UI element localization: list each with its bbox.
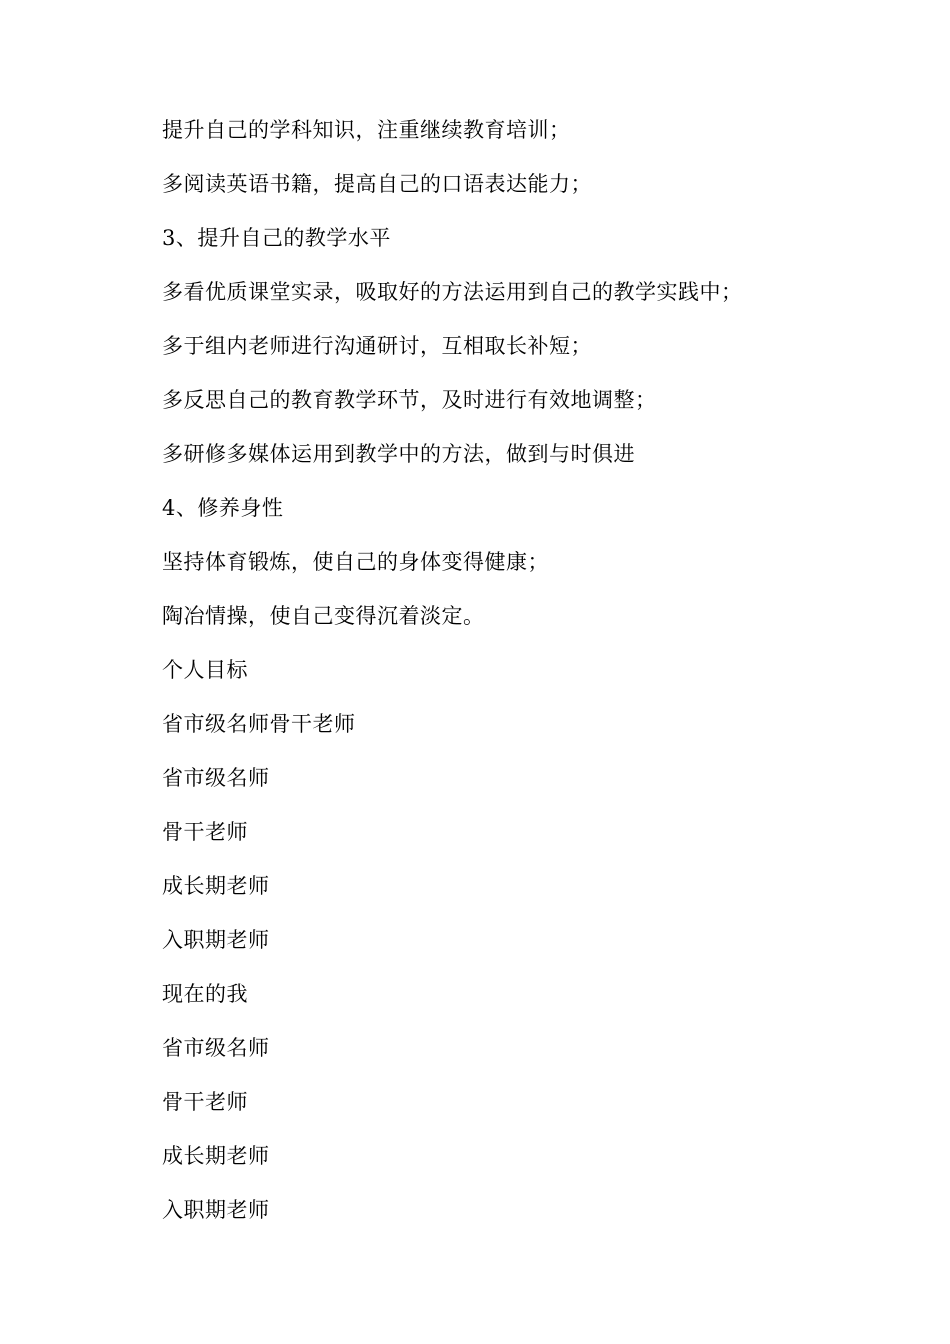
paragraph-group-discussion: 多于组内老师进行沟通研讨，互相取长补短； [162,334,592,358]
goal-item: 骨干老师 [162,1090,248,1114]
goal-item: 成长期老师 [162,874,270,898]
goal-item: 省市级名师骨干老师 [162,712,356,736]
document-body [162,109,882,1243]
goal-item: 入职期老师 [162,928,270,952]
paragraph-reflect: 多反思自己的教育教学环节，及时进行有效地调整； [162,388,657,412]
paragraph-temperament: 陶冶情操，使自己变得沉着淡定。 [162,604,485,628]
heading-personal-goals: 个人目标 [162,658,248,682]
paragraph-study-knowledge: 提升自己的学科知识，注重继续教育培训； [162,118,571,142]
heading-self-cultivation: 4、修养身性 [162,496,284,520]
paragraph-watch-lessons: 多看优质课堂实录，吸取好的方法运用到自己的教学实践中； [162,280,743,304]
goal-item: 成长期老师 [162,1144,270,1168]
goal-item: 骨干老师 [162,820,248,844]
paragraph-exercise: 坚持体育锻炼，使自己的身体变得健康； [162,550,549,574]
goal-item: 入职期老师 [162,1198,270,1222]
goal-item: 省市级名师 [162,766,270,790]
goal-item: 省市级名师 [162,1036,270,1060]
heading-teaching-level: 3、提升自己的教学水平 [162,226,391,250]
heading-current-me: 现在的我 [162,982,248,1006]
paragraph-read-english: 多阅读英语书籍，提高自己的口语表达能力； [162,172,592,196]
paragraph-multimedia: 多研修多媒体运用到教学中的方法，做到与时俱进 [162,442,635,466]
